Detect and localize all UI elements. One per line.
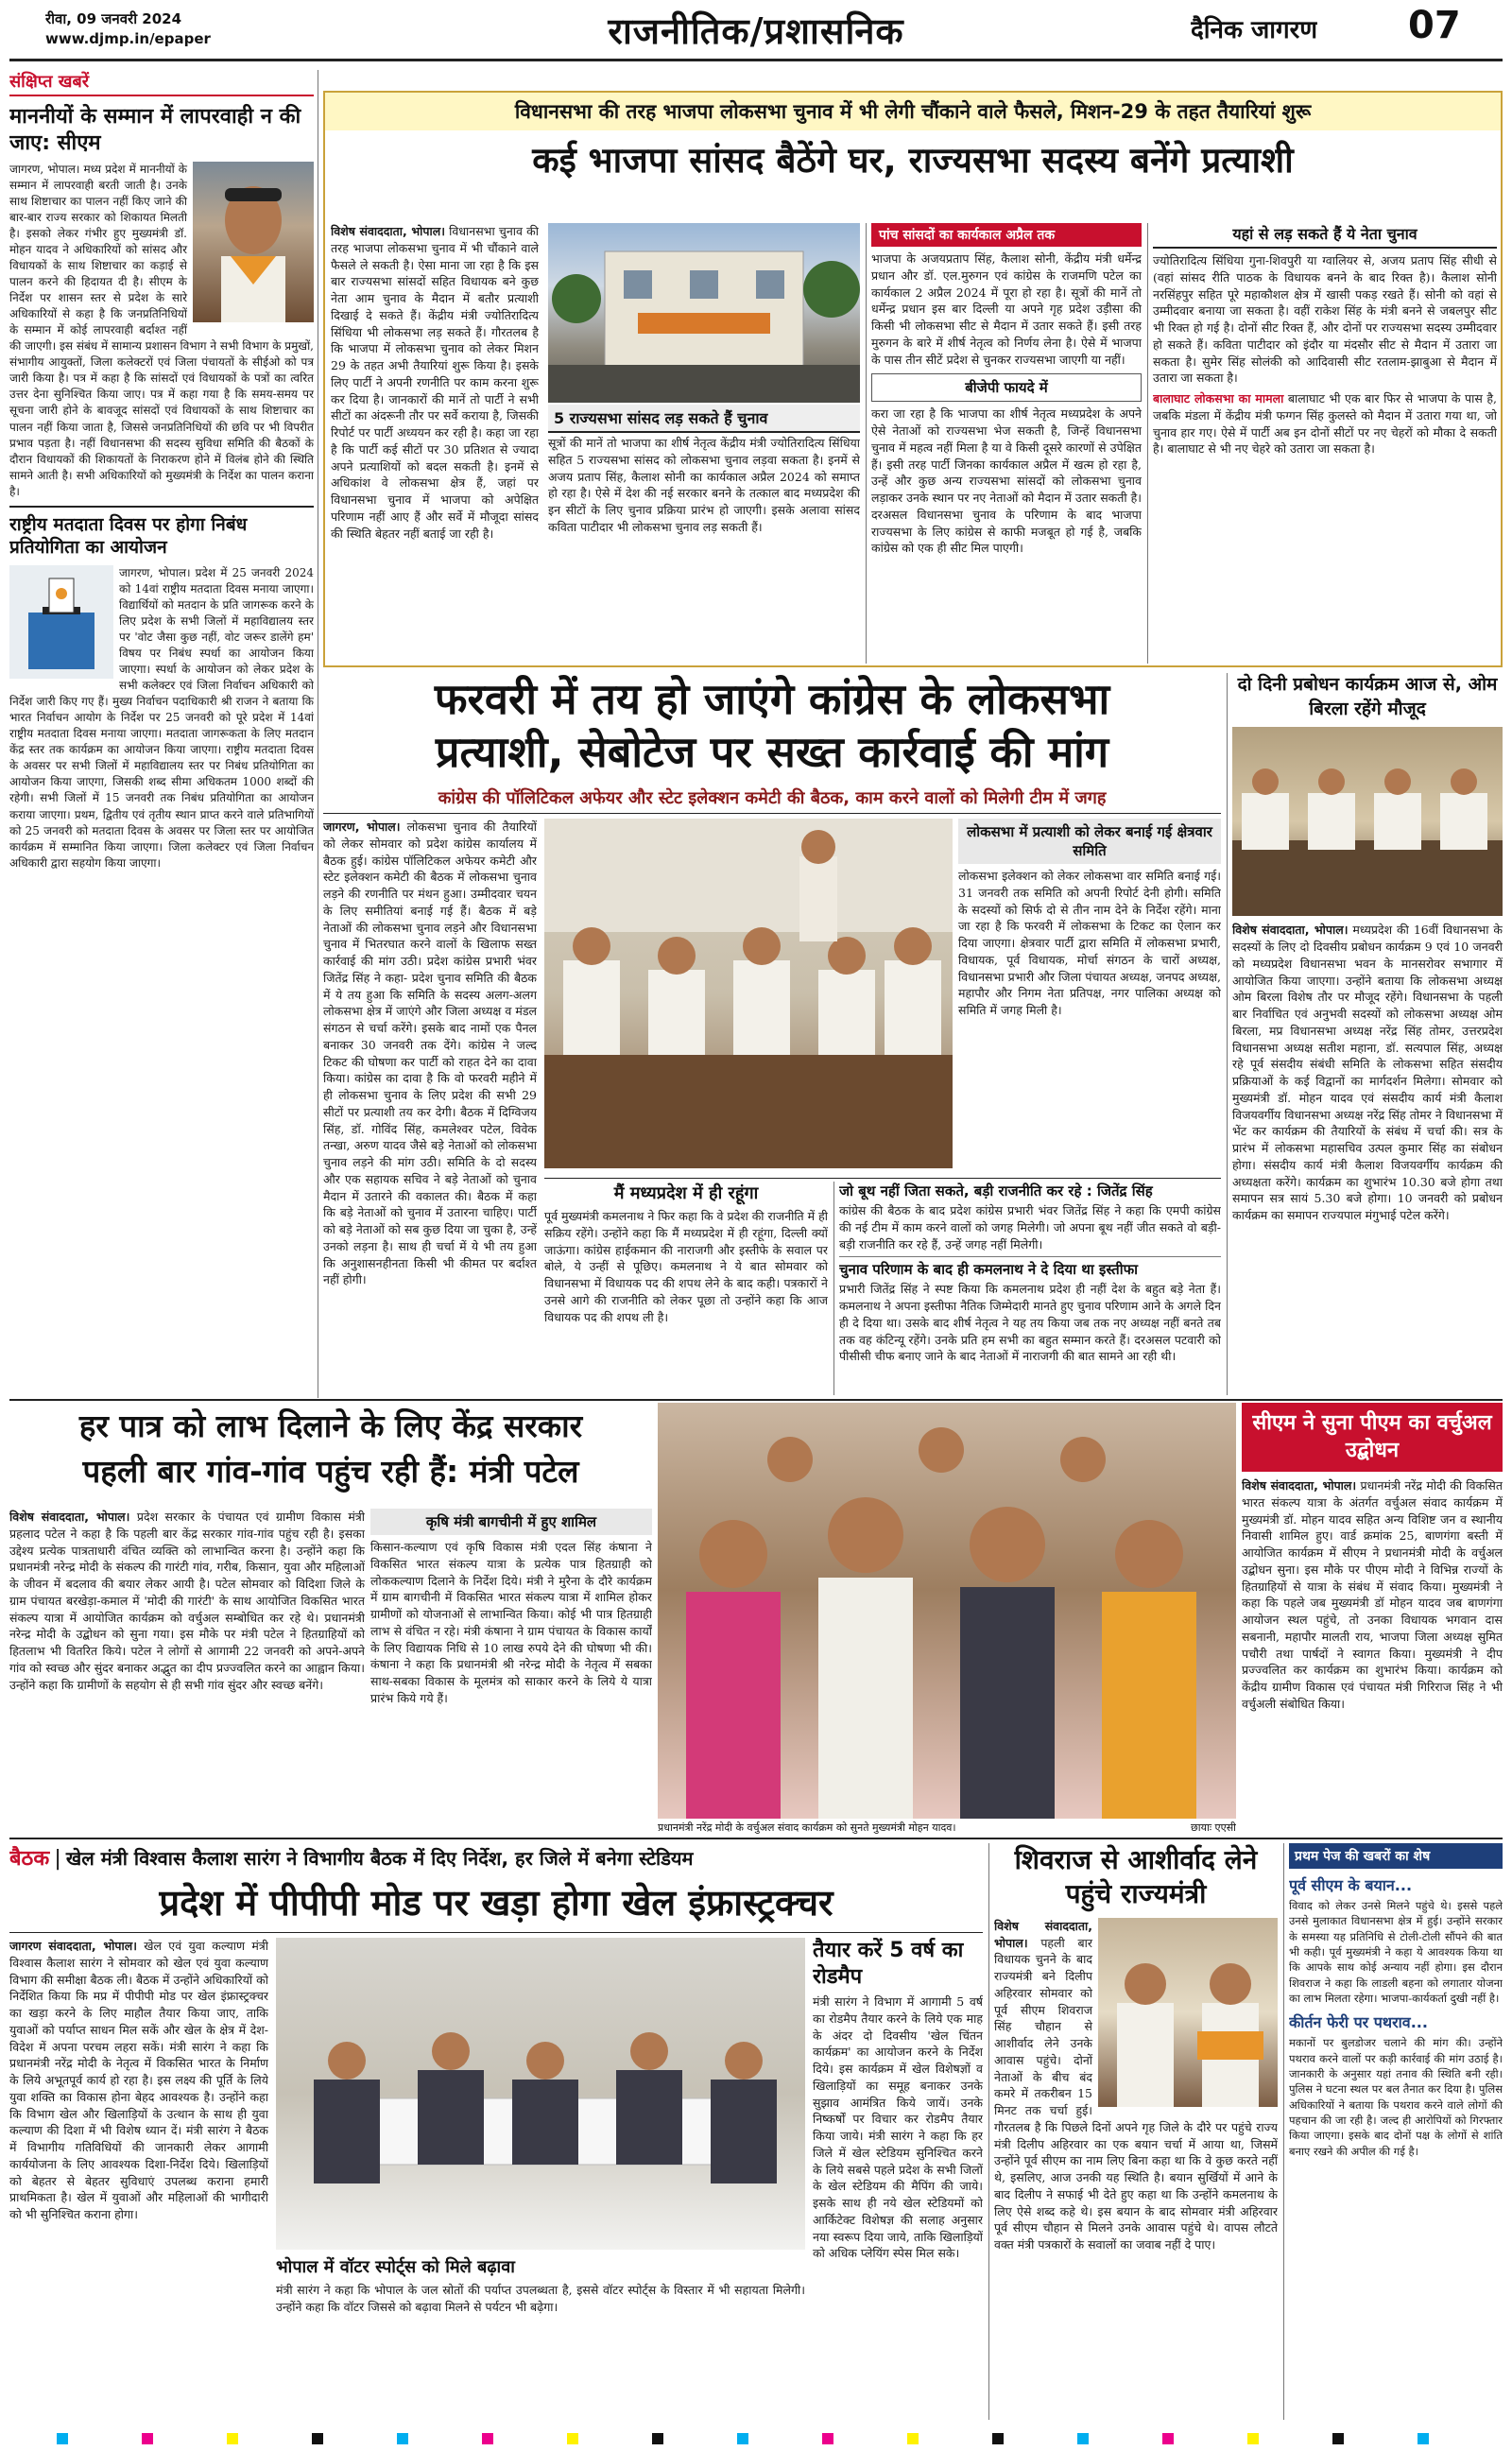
divider <box>9 1399 1503 1401</box>
sports-meeting-photo <box>276 1938 805 2250</box>
epaper-url[interactable]: www.djmp.in/epaper <box>45 30 211 47</box>
cm-photo-caption-text: प्रधानमंत्री नरेंद्र मोदी के वर्चुअल संवाद कार्यक्रम को सुनते मुख्यमंत्री मोहन यादव। <box>658 1821 956 1834</box>
registration-mark <box>1247 2433 1259 2444</box>
sports-kicker-sep: | <box>54 1847 61 1871</box>
resign-head: चुनाव परिणाम के बाद ही कमलनाथ ने दे दिया था इस्तीफा <box>839 1256 1221 1279</box>
top-sub-3: यहां से लड़ सकते हैं ये नेता चुनाव <box>1153 223 1497 249</box>
voter-illustration <box>9 565 113 679</box>
congress-byline: जागरण, भोपाल। <box>323 820 401 834</box>
sports-kicker <box>9 1843 983 1875</box>
water-sports-head: भोपाल में वॉटर स्पोर्ट्स को मिले बढ़ावा <box>276 2257 515 2277</box>
first-page-h2-text: मकानों पर बुलडोजर चलाने की मांग की। उन्होंने पथराव करने वालों पर कड़ी कार्रवाई की मांग उठाई है। जानकारी के अनुसार यहां तनाव की स्थिति बनी रही। पुलिस ने घटना स्थल पर बल तैनात कर दिया है। पुलिस अधिकारियों ने बताया कि पथराव करने वाले लोगों की पहचान की जा रही है। जल्द ही आरोपियों को गिरफ्तार किया जाएगा। इसके बाद दोनों पक्ष के लोगों से शांति बनाए रखने की अपील की गई है। <box>1289 2036 1503 2158</box>
brief-headline-2: राष्ट्रीय मतदाता दिवस पर होगा निबंध प्रतियोगिता का आयोजन <box>9 513 248 559</box>
top-kicker: विधानसभा की तरह भाजपा लोकसभा चुनाव में भी लेगी चौंकाने वाले फैसले, मिशन-29 के तहत तैयारियां शुरू <box>325 93 1501 130</box>
patel-col-1 <box>9 1509 365 1830</box>
top-red-note-text: बालाघाट भी एक बार फिर से भाजपा के पास है, जबकि मंडला में केंद्रीय मंत्री फग्गन सिंह कुलस्ते को मैदान में उतारा गया था, जो चुनाव हार गए। ऐसे में पार्टी अब इन दोनों सीटों पर नए चेहरों को मौका दे सकती है। बालाघाट से भी नए चेहरे को उतारा जा सकता है। <box>1153 391 1497 457</box>
pm-virtual-story <box>1242 1403 1503 1834</box>
congress-headline-line-1: फरवरी में तय हो जाएंगे कांग्रेस के लोकसभा <box>434 674 1110 724</box>
first-page-rest <box>1289 1843 1503 2420</box>
jitendra-head: जो बूथ नहीं जिता सकते, बड़ी राजनीति कर रहे : जितेंद्र सिंह <box>839 1182 1153 1200</box>
sports-body: खेल एवं युवा कल्याण मंत्री विश्वास कैलाश सारंग ने सोमवार को खेल एवं युवा कल्याण विभाग की समीक्षा बैठक ली। बैठक में उन्होंने अधिकारियों को निर्देशित किया कि मप्र में पीपीपी मोड पर खेल इंफ्रास्ट्रक्चर का खड़ा करने के लिए माहौल तैयार किया जाए, ताकि युवाओं को पर्याप्त साधन मिल सकें और खेल के क्षेत्र में देश-विदेश में अपना परचम लहरा सकें। मंत्री सारंग ने कहा कि प्रधानमंत्री नरेंद्र मोदी के नेतृत्व में विकसित भारत के निर्माण के लिये अभूतपूर्व कार्य हो रहा है। इस लक्ष्य की पूर्ति के लिये युवा शक्ति का विकास होना बेहद आवश्यक है। उन्होंने कहा कि विभाग खेल और खिलाड़ियों के उत्थान के साथ ही युवा कल्याण की दिशा में भी विशेष ध्यान दें। मंत्री सारंग ने बैठक में विभागीय गतिविधियों की जानकारी लेकर आगामी कार्ययोजना के लिए आवश्यक दिशा-निर्देश दिये। खिलाड़ियों को बेहतर से बेहतर सुविधाएं उपलब्ध कराना हमारी प्राथमिकता है। खेल में युवाओं और महिलाओं की भागीदारी को भी सुनिश्चित कराना होगा। <box>9 1939 268 2221</box>
water-sports-block <box>276 2255 805 2420</box>
congress-box <box>958 819 1221 1178</box>
divider <box>9 1932 983 1933</box>
sports-roadmap-text: मंत्री सारंग ने विभाग में आगामी 5 वर्ष का रोडमैप तैयार करने के लिये एक माह के अंदर दो दिवसीय 'खेल चिंतन कार्यक्रम' का आयोजन करने के निर्देश दिये। इस कार्यक्रम में खेल विशेषज्ञों व खिलाड़ियों का समूह बनाकर उनके सुझाव आमंत्रित किये जायें। उनके निष्कर्षों पर विचार कर रोडमैप तैयार किया जाये। मंत्री सारंग ने कहा कि हर जिले में खेल स्टेडियम सुनिश्चित करने के लिये सबसे पहले प्रदेश के सभी जिलों के खेल स्टेडियम की मैपिंग की जाये। इसके साथ ही नये खेल स्टेडियमों को आर्किटेक्ट विशेषज्ञ की सलाह अनुसार नया स्वरूप दिया जाये, ताकि खिलाड़ियों को अधिक प्लेयिंग स्पेस मिल सके। <box>813 1994 983 2261</box>
kamalnath-head: मैं मध्यप्रदेश में ही रहूंगा <box>613 1183 759 1203</box>
registration-mark <box>142 2433 153 2444</box>
registration-mark <box>1332 2433 1344 2444</box>
cm-portrait <box>193 162 314 322</box>
jitendra-block <box>839 1182 1221 1395</box>
divider <box>988 1843 989 2420</box>
registration-mark <box>1418 2433 1429 2444</box>
divider <box>866 223 867 664</box>
registration-mark <box>822 2433 833 2444</box>
top-sub1-text: भाजपा के अजयप्रताप सिंह, कैलाश सोनी, केंद्रीय मंत्री धर्मेन्द्र प्रधान और डॉ. एल.मुरुगन एवं कांग्रेस के राजमणि पटेल का कार्यकाल 2 अप्रैल 2024 में पूरा हो रहा है। सूत्रों की मानें तो धर्मेन्द्र प्रधान इस बार दिल्ली या अपने गृह प्रदेश उड़ीसा की किसी भी लोकसभा सीट से मैदान में उतार सकते हैं। इसी तरह मुरुगन के बारे में शीर्ष नेतृत्व को निर्णय लेना है। ऐसे में भाजपा के पास तीन सीटें प्रदेश से चुनकर राज्यसभा जाएगी या नहीं। <box>871 251 1142 367</box>
agri-box-head: कृषि मंत्री बागचीनी में हुए शामिल <box>370 1509 652 1535</box>
assembly-meeting-photo <box>1232 727 1503 916</box>
patel-headline-line-1: हर पात्र को लाभ दिलाने के लिए केंद्र सरकार <box>78 1407 583 1444</box>
sports-roadmap <box>813 1938 983 2420</box>
agri-box <box>370 1509 652 1830</box>
om-birla-text: मध्यप्रदेश की 16वीं विधानसभा के सदस्यों के लिए दो दिवसीय प्रबोधन कार्यक्रम 9 एवं 10 जनवरी को मध्यप्रदेश विधानसभा भवन के मानसरोवर सभागार में आयोजित किया जाएगा। उन्होंने बताया कि लोकसभा अध्यक्ष ओम बिरला विशेष तौर पर मौजूद रहेंगे। विधानसभा के पहली बार निर्वाचित एवं अनुभवी सदस्यों को लोकसभा अध्यक्ष ओम बिरला, मप्र विधानसभा अध्यक्ष नरेंद्र सिंह तोमर, उत्तरप्रदेश विधानसभा अध्यक्ष सतीश महाना, डॉ. सत्यपाल सिंह, अध्यक्ष रहे पूर्व संसदीय संबंधी समिति के लोकसभा सहित संसदीय प्रक्रियाओं के कई विद्वानों का मार्गदर्शन मिलेगा। सोमवार को मुख्यमंत्री डॉ. मोहन यादव एवं संसदीय कार्य मंत्री कैलाश विजयवर्गीय विधानसभा अध्यक्ष नरेंद्र सिंह तोमर ने विधानसभा में भेंट कर कार्यक्रम की तैयारियों के संबंध में चर्चा की। सत्र के प्रारंभ में लोकसभा महासचिव उत्पल कुमार सिंह का संबोधन होगा। संसदीय कार्य मंत्री कैलाश विजयवर्गीय कार्यक्रम की अध्यक्षता करेंगे। कार्यक्रम का शुभारंभ 10.30 बजे होगा तथा समापन सत्र सायं 5.30 बजे होगा। 10 जनवरी को प्रबोधन कार्यक्रम का समापन राज्यपाल मंगुभाई पटेल करेंगे। <box>1232 923 1503 1223</box>
top-col-4 <box>1153 223 1497 665</box>
congress-headline-line-2: प्रत्याशी, सेबोटेज पर सख्त कार्रवाई की मांग <box>435 727 1109 778</box>
divider <box>1227 673 1228 1395</box>
sports-byline: जागरण संवाददाता, भोपाल। <box>9 1939 137 1953</box>
sports-headline: प्रदेश में पीपीपी मोड पर खड़ा होगा खेल इंफ्रास्ट्रक्चर <box>159 1882 833 1924</box>
brief-body-2: जागरण, भोपाल। प्रदेश में 25 जनवरी 2024 को 14वां राष्ट्रीय मतदाता दिवस मनाया जाएगा। विद्यार्थियों को मतदान के प्रति जागरूक करने के लिए प्रदेश के सभी जिलों में महाविद्यालय स्तर पर 'वोट जैसा कुछ नहीं, वोट जरूर डालेंगे हम' विषय पर निबंध स्पर्धा का आयोजन किया जाएगा। स्पर्धा के आयोजन को लेकर प्रदेश के सभी कलेक्टर एवं जिला निर्वाचन अधिकारी को निर्देश जारी किए गए हैं। मुख्य निर्वाचन पदाधिकारी श्री राजन ने बताया कि भारत निर्वाचन आयोग के निर्देश पर 25 जनवरी को पूरे प्रदेश में 14वां राष्ट्रीय मतदाता दिवस मनाया जाएगा। मतदाता जागरूकता के लिए मतदान केंद्र स्तर तक कार्यक्रम का आयोजन किया जाएगा। राष्ट्रीय मतदाता दिवस के अवसर पर सभी जिलों में महाविद्यालय स्तर पर निबंध प्रतियोगिता का आयोजन किया जाएगा, जिसकी शब्द सीमा अधिकतम 1000 शब्दों की रहेगी। सभी जिलों में 15 जनवरी तक निबंध प्रतियोगिता का आयोजन कराया जाएगा। प्रथम, द्वितीय एवं तृतीय स्थान प्राप्त करने वाले प्रतिभागियों को 25 जनवरी को मतदाता दिवस के अवसर पर जिला स्तर पर आयोजित कार्यक्रम में सम्मानित किया जाएगा। जिला कलेक्टर एवं जिला निर्वाचन अधिकारी द्वारा सहयोग किया जाएगा। <box>9 566 314 870</box>
divider <box>1283 1843 1284 2420</box>
shivraj-story <box>994 1843 1278 2420</box>
paper-name: दैनिक जागरण <box>1191 16 1318 44</box>
resign-text: प्रभारी जितेंद्र सिंह ने स्पष्ट किया कि कमलनाथ प्रदेश ही नहीं देश के बहुत बड़े नेता हैं। कमलनाथ ने अपना इस्तीफा नैतिक जिम्मेदारी मानते हुए चुनाव परिणाम आने के अगले दिन ही दे दिया था। उसके बाद शीर्ष नेतृत्व ने यह तय किया जब तक नए अध्यक्ष नहीं बनते तब तक वह कंटिन्यू रहेंगे। उनके प्रति हम सभी का बहुत सम्मान करते हैं। दरअसल पटवारी को पीसीसी चीफ बनाए जाने के बाद नेताओं में नाराजगी की बात सामने आ रही थी। <box>839 1282 1221 1364</box>
first-page-h2: कीर्तन फेरी पर पथराव... <box>1289 2013 1428 2032</box>
registration-mark <box>992 2433 1004 2444</box>
divider <box>833 1182 834 1395</box>
divider <box>544 1178 1221 1179</box>
brief-column <box>9 70 314 1399</box>
sports-col-1 <box>9 1938 268 2420</box>
shivraj-text: पहली बार विधायक चुनने के बाद राज्यमंत्री बने दिलीप अहिरवार सोमवार को पूर्व सीएम शिवराज सिंह चौहान से आशीर्वाद लेने उनके आवास पहुंचे। दोनों नेताओं के बीच बंद कमरे में तकरीबन 15 मिनट तक चर्चा हुई। गौरतलब है कि पिछले दिनों अपने गृह जिले के दौरे पर पहुंचे राज्य मंत्री दिलीप अहिरवार का एक बयान चर्चा में आया था, जिसमें उन्होंने पूर्व सीएम का नाम लिए बिना कहा था कि वे कुछ करते नहीं थे, इसलिए, आज उनकी यह स्थिति है। बयान सुर्खियों में आने के बाद दिलीप ने सफाई भी देते हुए कहा था कि उन्होंने कमलनाथ के लिए ऐसे शब्द कहे थे। इस बयान के बाद सोमवार मंत्री अहिरवार पूर्व सीएम चौहान से मिलने उनके आवास पहुंचे थे। वापस लौटते वक्त मंत्री पत्रकारों के सवालों का जवाब नहीं दे पाए। <box>994 1935 1278 2253</box>
congress-body: लोकसभा चुनाव की तैयारियों को लेकर सोमवार को प्रदेश कांग्रेस कार्यालय में बैठक हुई। कांग्रेस पॉलिटिकल अफेयर कमेटी और स्टेट इलेक्शन कमेटी की बैठक में लोकसभा चुनाव लड़ने की रणनीति पर मंथन हुआ। उम्मीदवार चयन के लिए समीतियां बनाई गई हैं। बैठक में बड़े नेताओं की लोकसभा चुनाव लड़ने और विधानसभा चुनाव में भितरघात करने वालों के खिलाफ सख्त कार्रवाई की मांग उठी। प्रदेश कांग्रेस प्रभारी भंवर जितेंद्र सिंह ने कहा- प्रदेश चुनाव समिति की बैठक में ये तय हुआ कि समिति के सदस्य अलग-अलग लोकसभा क्षेत्र में जाएंगे और जिला अध्यक्ष व मंडल संगठन से चर्चा करेंगे। इसके बाद नामों एक पैनल बनाकर 30 जनवरी तक देंगे। कांग्रेस ने जल्द टिकट की घोषणा कर पार्टी को राहत देने का दावा किया। कांग्रेस का दावा है कि वो फरवरी महीने में ही लोकसभा चुनाव के लिए प्रदेश की सभी 29 सीटों पर प्रत्याशी तय कर देगी। बैठक में दिग्विजय सिंह, डॉ. गोविंद सिंह, कमलेश्वर पटेल, विवेक तन्खा, अरुण यादव जैसे बड़े नेताओं को लोकसभा चुनाव लड़ने की मांग उठी। समिति के दो सदस्य और एक सहायक सचिव ने बड़े नेताओं को चुनाव मैदान में उतारने की वकालत की। बैठक में कहा कि बड़े नेताओं को चुनाव में उतारना चाहिए। पार्टी को बड़े नेताओं को सब कुछ दिया जा चुका है, उन्हें उनको लड़ना है। साथ ही चर्चा में ये भी तय हुआ कि अनुशासनहीनता किसी भी कीमत पर बर्दाश्त नहीं होगी। <box>323 820 537 1287</box>
top-col2-text: सूत्रों की मानें तो भाजपा का शीर्ष नेतृत्व केंद्रीय मंत्री ज्योतिरादित्य सिंधिया सहित 5 राज्यसभा सांसद को लोकसभा चुनाव लड़वा सकता है। इनमें से अजय प्रताप सिंह, कैलाश सोनी का कार्यकाल अप्रैल 2024 को समाप्त हो रहा है। ऐसे में देश की नई सरकार बनने के तत्काल बाद मध्यप्रदेश की इन सीटों के लिए चुनाव प्रक्रिया प्रारंभ हो जाएगी। इसके अलावा सांसद कविता पाटीदार भी लोकसभा चुनाव लड़ सकती हैं। <box>548 436 860 534</box>
issue-date: रीवा, 09 जनवरी 2024 <box>45 10 182 27</box>
kamalnath-text: पूर्व मुख्यमंत्री कमलनाथ ने फिर कहा कि वे प्रदेश की राजनीति में ही सक्रिय रहेंगे। उन्होंने कहा कि मैं मध्यप्रदेश में ही रहूंगा, दिल्ली क्यों जाऊंगा। कांग्रेस हाईकमान की नाराजगी और इस्तीफे के सवाल पर बोले, ये उन्हीं से पूछिए। कमलनाथ ने ये बात सोमवार को विधानसभा में विधायक पद की शपथ लेने के बाद कही। पत्रकारों ने उनसे आगे की राजनीति को लेकर पूछा तो उन्होंने कहा कि आज विधायक पद की शपथ ली है। <box>544 1209 828 1324</box>
shivraj-byline: विशेष संवाददाता, भोपाल। <box>994 1918 1092 1950</box>
print-registration-bar <box>0 2431 1512 2448</box>
top-red-note: बालाघाट लोकसभा का मामला <box>1153 391 1284 406</box>
section-title: राजनीतिक/प्रशासनिक <box>608 10 904 52</box>
kamalnath-block <box>544 1182 828 1395</box>
top-sub2-text: करा जा रहा है कि भाजपा का शीर्ष नेतृत्व मध्यप्रदेश के अपने ऐसे नेताओं को राज्यसभा भेज सकती है, जिन्हें विधानसभा चुनाव में महत्व नहीं मिला है या वे किसी दूसरे कारणों से उपेक्षित हैं। इसी तरह पार्टी जिनका कार्यकाल अप्रैल में खत्म हो रहा है, उन्हें और कुछ अन्य राज्यसभा सांसदों को लोकसभा चुनाव लड़ाकर उनके स्थान पर नए नेताओं को मैदान में उतार सकती है। दरअसल विधानसभा चुनाव के परिणाम के बाद भाजपा राज्यसभा के लिए कांग्रेस से काफी मजबूत हो गई है, जबकि कांग्रेस को एक ही सीट मिल पाएगी। <box>871 406 1142 556</box>
congress-box-text: लोकसभा इलेक्शन को लेकर लोकसभा वार समिति बनाई गई। 31 जनवरी तक समिति को अपनी रिपोर्ट देनी होगी। समिति के सदस्यों को सिर्फ दो से तीन नाम देने के निर्देश रहेंगे। माना जा रहा है कि फरवरी में लोकसभा के टिकट का ऐलान कर दिया जाएगा। क्षेत्रवार पार्टी द्वारा समिति में लोकसभा प्रभारी, विधायक, पूर्व विधायक, मोर्चा संगठन के चारों अध्यक्ष, विधानसभा प्रभारी और जिला पंचायत अध्यक्ष, जनपद अध्यक्ष, महापौर और निगम नेता प्रतिपक्ष, नगर पालिका अध्यक्ष को समिति में जगह मिली है। <box>958 869 1221 1017</box>
masthead <box>0 0 1512 68</box>
congress-headline <box>323 673 1221 785</box>
registration-mark <box>652 2433 663 2444</box>
top-byline: विशेष संवाददाता, भोपाल। <box>331 224 445 238</box>
jitendra-text: कांग्रेस की बैठक के बाद प्रदेश कांग्रेस प्रभारी भंवर जितेंद्र सिंह ने कहा कि एमपी कांग्रेस की नई टीम में काम करने वालों को जगह मिलेगी। जो अपना बूथ नहीं जीत सकते वो बड़ी-बड़ी राजनीति कर रहे हैं, उन्हें जगह नहीं मिलेगी। <box>839 1203 1221 1251</box>
page-number: 07 <box>1408 4 1461 47</box>
top-col1-text: विधानसभा चुनाव की तरह भाजपा लोकसभा चुनाव में भी चौंकाने वाले फैसले ले सकती है। ऐसा माना जा रहा है कि इस बार राज्यसभा सांसदों सहित विधायक बने कुछ नेता आम चुनाव के मैदान में बतौर प्रत्याशी दिखाई दे सकते हैं। केंद्रीय मंत्री ज्योतिरादित्य सिंधिया भी लोकसभा लड़ सकते हैं। गौरतलब है कि भाजपा में लोकसभा चुनाव को लेकर मिशन 29 के तहत अभी तैयारियां शुरू किया है। इसके लिए पार्टी ने अपनी रणनीति पर काम करना शुरू कर दिया है। जानकारों की मानें तो पार्टी ने सभी सीटों का अंदरूनी तौर पर सर्वे कराया है, जिसकी रिपोर्ट पर पार्टी अध्ययन कर रही है। कहा जा रहा है कि पार्टी कई सीटों पर 30 प्रतिशत से ज्यादा अपने प्रत्याशियों को बदल सकती है। इनमें से अधिकांश वे लोकसभा क्षेत्र हैं, जहां पर विधानसभा चुनाव में भाजपा को अपेक्षित परिणाम नहीं आए हैं और सर्वे में मौजूदा सांसद की स्थिति बेहतर नहीं बताई जा रही है। <box>331 224 539 541</box>
top-sub3-text: ज्योतिरादित्य सिंधिया गुना-शिवपुरी या ग्वालियर से, अजय प्रताप सिंह सीधी से (वहां सांसद रीति पाठक के विधायक बनने के बाद रिक्त है)। कैलाश सोनी नरसिंहपुर सहित पूरे महाकौशल क्षेत्र में खासी पकड़ रखते हैं। सोनी को वहां से उम्मीदवार बनाया जा सकता है। वहीं राकेश सिंह के मंत्री बनने से जबलपुर सीट भी रिक्त हो गई है। दोनों सीट रिक्त हैं, और दोनों पर राज्यसभा सदस्य उम्मीदवार हो सकते हैं। कविता पाटीदार को इंदौर या मंदसौर सीट से मैदान में उतारा जा सकता है। सुमेर सिंह सोलंकी को आदिवासी सीट रतलाम-झाबुआ से मैदान में उतारा जा सकता है। <box>1153 253 1497 386</box>
cm-photo-caption <box>658 1821 1236 1835</box>
pm-virtual-banner: सीएम ने सुना पीएम का वर्चुअल उद्बोधन <box>1242 1403 1503 1472</box>
congress-col-1 <box>323 819 537 1395</box>
registration-mark <box>907 2433 919 2444</box>
divider <box>9 1838 1503 1839</box>
registration-mark <box>312 2433 323 2444</box>
sports-kicker-tag: बैठक <box>9 1847 50 1871</box>
congress-box-head: लोकसभा में प्रत्याशी को लेकर बनाई गई क्षेत्रवार समिति <box>958 819 1221 864</box>
divider <box>1147 223 1148 664</box>
om-birla-headline: दो दिनी प्रबोधन कार्यक्रम आज से, ओम बिरला रहेंगे मौजूद <box>1237 674 1498 719</box>
om-birla-byline: विशेष संवाददाता, भोपाल। <box>1232 923 1349 938</box>
congress-deck: कांग्रेस की पॉलिटिकल अफेयर और स्टेट इलेक्शन कमेटी की बैठक, काम करने वालों को मिलेगी टीम में जगह <box>438 788 1107 808</box>
top-col-1 <box>331 223 539 665</box>
registration-mark <box>397 2433 408 2444</box>
cm-photo-credit: छायाः एएसी <box>1191 1821 1236 1834</box>
office-photo-caption: 5 राज्यसभा सांसद लड़ सकते हैं चुनाव <box>548 405 860 433</box>
top-col-3 <box>871 223 1142 665</box>
registration-mark <box>57 2433 68 2444</box>
patel-headline <box>9 1403 652 1509</box>
water-sports-text: मंत्री सारंग ने कहा कि भोपाल के जल स्रोतों की पर्याप्त उपलब्धता है, इससे वॉटर स्पोर्ट्स के विस्तार में भी सहायता मिलेगी। उन्होंने कहा कि वॉटर जिससे को बढ़ावा मिलने से पर्यटन भी बढ़ेगा। <box>276 2283 805 2314</box>
top-sub-1: पांच सांसदों का कार्यकाल अप्रैल तक <box>871 223 1142 247</box>
brief-label: संक्षिप्त खबरें <box>9 70 314 96</box>
office-photo <box>548 223 860 403</box>
first-page-h1: पूर्व सीएम के बयान... <box>1289 1876 1413 1894</box>
brief-body-1: जागरण, भोपाल। मध्य प्रदेश में माननीयों के सम्मान में लापरवाही बरती जाती है। उनके साथ शिष्टाचार का पालन नहीं किए जाने की बार-बार राज्य सरकार को शिकायत मिलती है। इसको लेकर गंभीर हुए मुख्यमंत्री डॉ. मोहन यादव ने अधिकारियों को सांसद और विधायकों के साथ शिष्टाचार का कड़ाई से पालन करने की हिदायत दी है। सीएम के निर्देश पर शासन स्तर से प्रदेश के सारे अधिकारियों से कहा है कि जनप्रतिनिधियों के सम्मान में कोई लापरवाही बर्दाश्त नहीं की जाएगी। इस संबंध में सामान्य प्रशासन विभाग ने सभी विभाग के प्रमुखों, संभागीय आयुक्तों, जिला कलेक्टरों एवं जिला पंचायतों के सीईओ को पत्र जारी किया है। पत्र में कहा है कि सांसदों एवं विधायकों के पत्रों का त्वरित उत्तर देना सुनिश्चित किया जाए। पत्र में कहा गया है कि समय-समय पर सूचना जारी होने के बावजूद सांसदों एवं विधायकों के साथ शिष्टाचार का पालन नहीं किया जाता है, जिससे जनप्रतिनिधियों की छवि पर भी विपरीत प्रभाव पड़ता है। नहीं विधानसभा की सदस्य सुविधा समिति की बैठकों के दौरान विधायकों की शिकायतों के निराकरण होने में विलंब होने की स्थिति सामने आती है। सभी अधिकारियों को मुख्यमंत्री के निर्देश का पालन कराना है। <box>9 163 314 498</box>
pm-virtual-byline: विशेष संवाददाता, भोपाल। <box>1242 1478 1357 1493</box>
patel-body: प्रदेश सरकार के पंचायत एवं ग्रामीण विकास मंत्री प्रहलाद पटेल ने कहा है कि पहली बार केंद्र सरकार गांव-गांव पहुंच रही है। इसका उद्देश्य प्रत्येक पात्रताधारी वंचित व्यक्ति को लाभान्वित करना है। उन्होंने कहा कि प्रधानमंत्री नरेन्द्र मोदी के संकल्प की गारंटी गांव, गरीब, किसान, युवा और महिलाओं के जीवन में बदलाव की बयार लेकर आयी है। पटेल सोमवार को विदिशा जिले के ग्राम पंचायत बरखेड़ा-कमाल में 'मोदी की गारंटी' के साथ आयोजित विकसित भारत संकल्प यात्रा में आयोजित कार्यक्रम को वर्चुअल सम्बोधित कर रहे थे। प्रधानमंत्री नरेन्द्र मोदी के उद्बोधन को सुना गया। इस मौके पर मंत्री पटेल ने हितग्राहियों को हितलाभ भी वितरित किये। पटेल ने लोगों से आगामी 22 जनवरी को अपने-अपने गांव को स्वच्छ और सुंदर बनाकर अद्भुत का दीप प्रज्ज्वलित करने का आह्वान किया। उन्होंने कहा कि ग्रामीणों के सहयोग से ही सभी गांव सुंदर और स्वच्छ बनेंगे। <box>9 1510 365 1692</box>
sports-roadmap-head: तैयार करें 5 वर्ष का रोडमैप <box>813 1939 964 1989</box>
registration-mark <box>567 2433 578 2444</box>
registration-mark <box>1162 2433 1174 2444</box>
registration-mark <box>1077 2433 1089 2444</box>
sports-kicker-text: खेल मंत्री विश्वास कैलाश सारंग ने विभागीय बैठक में दिए निर्देश, हर जिले में बनेगा स्टेडियम <box>65 1847 694 1870</box>
patel-byline: विशेष संवाददाता, भोपाल। <box>9 1510 130 1524</box>
first-page-label: प्रथम पेज की खबरों का शेष <box>1289 1843 1503 1869</box>
registration-mark <box>482 2433 493 2444</box>
registration-mark <box>737 2433 748 2444</box>
pm-virtual-text: प्रधानमंत्री नरेंद्र मोदी की विकसित भारत संकल्प यात्रा के अंतर्गत वर्चुअल संवाद कार्यक्रम में मुख्यमंत्री डॉ. मोहन यादव सहित अन्य विशिष्ट जन व स्थानीय निवासी शामिल हुए। वार्ड क्रमांक 25, बाणगंगा बस्ती में आयोजित कार्यक्रम में सीएम ने प्रधानमंत्री मोदी के वर्चुअल उद्बोधन सुना। इस मौके पर पीएम मोदी ने विभिन्न राज्यों के हितग्राहियों से यात्रा के संबंध में संवाद किया। मुख्यमंत्री ने कहा कि पहले जब मुख्यमंत्री डॉ मोहन यादव जब बाणगंगा आयोजन स्थल पहुंचे, तो उनका विधायक भगवान दास सबनानी, महापौर मालती राय, भाजपा जिला अध्यक्ष सुमित पचौरी तथा पार्षदों ने स्वागत किया। मुख्यमंत्री ने दीप प्रज्ज्वलित कर कार्यक्रम का शुभारंभ किया। कार्यक्रम को केंद्रीय ग्रामीण विकास एवं पंचायत मंत्री गिरिराज सिंह ने भी वर्चुअली संबोधित किया। <box>1242 1478 1503 1711</box>
agri-box-text: किसान-कल्याण एवं कृषि विकास मंत्री एदल सिंह कंषाना ने विकसित भारत संकल्प यात्रा के प्रत्येक पात्र हितग्राही को लोककल्याण दिलाने के निर्देश दिये। मंत्री ने मुरैना के दौरे कार्यक्रम में ग्राम बागचीनी में विकसित भारत संकल्प यात्रा में शामिल होकर ग्रामीणों को योजनाओं से लाभान्वित किया। कोई भी पात्र हितग्राही लाभ से वंचित न रहे। मंत्री कंषाना ने ग्राम पंचायत के विकास कार्यों के लिए विद्यायक निधि से 10 लाख रुपये देने की घोषणा भी की। कंषाना ने कहा कि प्रधानमंत्री श्री नरेन्द्र मोदी के नेतृत्व में सबका साथ-सबका विकास के मूलमंत्र को साकार करने के लिये ये यात्रा प्रारंभ किये गये हैं। <box>370 1540 652 1705</box>
first-page-h1-text: विवाद को लेकर उनसे मिलने पहुंचे थे। इससे पहले उनसे मुलाकात विधानसभा क्षेत्र में हुई। उन्होंने सरकार के समस्या यह प्रतिनिधि से टोली-टोली सौंपने की बात भी कही। पूर्व मुख्यमंत्री ने कहा ये आवश्यक किया था कि आपके साथ कोई अन्याय नहीं होगा। इस दौरान शिवराज ने कहा कि लाडली बहना को लगातार योजना का लाभ मिलता रहेगा। भाजपा-कार्यकर्ता दुखी नहीं है। <box>1289 1899 1503 2005</box>
header-rule <box>9 59 1503 61</box>
top-sub-2: बीजेपी फायदे में <box>871 373 1142 402</box>
top-col-2 <box>548 435 860 665</box>
brief-headline-1: माननीयों के सम्मान में लापरवाही न की जाए: सीएम <box>9 105 301 155</box>
congress-meeting-photo <box>544 819 953 1168</box>
divider <box>323 813 1221 814</box>
shivraj-photo <box>1098 1918 1278 2107</box>
om-birla-story <box>1232 673 1503 1395</box>
registration-mark <box>227 2433 238 2444</box>
cm-audience-photo <box>658 1403 1236 1819</box>
shivraj-headline: शिवराज से आशीर्वाद लेने पहुंचे राज्यमंत्री <box>1014 1844 1258 1910</box>
patel-headline-line-2: पहली बार गांव-गांव पहुंच रही हैं: मंत्री पटेल <box>82 1452 579 1490</box>
top-headline: कई भाजपा सांसद बैठेंगे घर, राज्यसभा सदस्य बनेंगे प्रत्याशी <box>532 140 1294 181</box>
